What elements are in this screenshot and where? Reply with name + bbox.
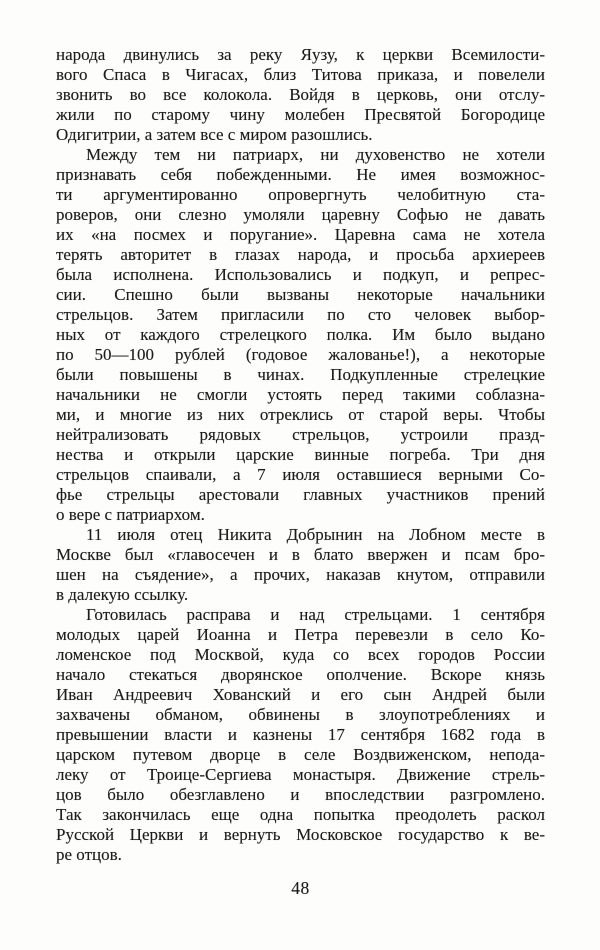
text-line: Москве был «главосечен и в блато ввержен и псам бро- [56, 545, 545, 564]
text-line: народа двинулись за реку Яузу, к церкви Всемилости- [56, 45, 545, 64]
text-line: признавать себя побежденными. Не имея возможнос- [56, 165, 545, 184]
paragraph [56, 145, 545, 525]
text-line: молодых царей Иоанна и Петра перевезли в село Ко- [56, 625, 545, 644]
text-line: леку от Троице-Сергиева монастыря. Движение стрель- [56, 765, 545, 784]
text-line: ре отцов. [56, 845, 122, 864]
text-line: стрельцов спаивали, а 7 июля оставшиеся верными Со- [56, 465, 545, 484]
text-line: их «на посмех и поругание». Царевна сама не хотела [56, 225, 545, 244]
text-line: терять авторитет в глазах народа, и просьба архиереев [56, 245, 545, 264]
text-line: шен на съядение», а прочих, наказав кнутом, отправили [56, 565, 545, 584]
text-line: Так закончилась еще одна попытка преодолеть раскол [56, 805, 545, 824]
text-line: о вере с патриархом. [56, 505, 205, 524]
text-line: царском путевом дворце в селе Воздвиженском, непода- [56, 745, 545, 764]
text-line: стрельцов. Затем пригласили по сто человек выбор- [56, 305, 545, 324]
text-line: превышении власти и казнены 17 сентября 1682 года в [56, 725, 545, 744]
text-line: ми, и многие из них отреклись от старой веры. Чтобы [56, 405, 545, 424]
text-line: звонить во все колокола. Войдя в церковь, они отслу- [56, 85, 545, 104]
text-line: начальники не смогли устоять перед такими соблазна- [56, 385, 545, 404]
text-line: Между тем ни патриарх, ни духовенство не хотели [86, 145, 545, 164]
text-line: фье стрельцы арестовали главных участников прений [56, 485, 545, 504]
text-line: жили по старому чину молебен Пресвятой Богородице [56, 105, 545, 124]
paragraph [56, 45, 545, 145]
text-line: в далекую ссылку. [56, 585, 189, 604]
text-line: Русской Церкви и вернуть Московское государство к ве- [56, 825, 545, 844]
paragraph [56, 525, 545, 605]
text-line: Иван Андреевич Хованский и его сын Андрей были [56, 685, 545, 704]
text-line: цов было обезглавлено и впоследствии разгромлено. [56, 785, 545, 804]
paragraph [56, 605, 545, 865]
text-line: захвачены обманом, обвинены в злоупотреблениях и [56, 705, 545, 724]
text-line: сии. Спешно были вызваны некоторые начальники [56, 285, 545, 304]
text-line: ных от каждого стрелецкого полка. Им было выдано [56, 325, 545, 344]
text-line: вого Спаса в Чигасах, близ Титова приказа, и повелели [56, 65, 545, 84]
text-line: роверов, они слезно умоляли царевну Софью не давать [56, 205, 545, 224]
text-column [56, 45, 545, 865]
text-line: были повышены в чинах. Подкупленные стрелецкие [56, 365, 545, 384]
page-number: 48 [291, 878, 310, 898]
text-line: ти аргументированно опровергнуть челобитную ста- [56, 185, 545, 204]
text-line: по 50—100 рублей (годовое жалованье!), а некоторые [56, 345, 545, 364]
text-line: была исполнена. Использовались и подкуп, и репрес- [56, 265, 545, 284]
text-line: ломенское под Москвой, куда со всех городов России [56, 645, 545, 664]
text-line: Готовилась расправа и над стрельцами. 1 сентября [86, 605, 545, 624]
text-line: нества и открыли царские винные погреба. Три дня [56, 445, 545, 464]
text-line: нейтрализовать рядовых стрельцов, устроили празд- [56, 425, 545, 444]
text-line: Одигитрии, а затем все с миром разошлись. [56, 125, 373, 144]
text-line: начало стекаться дворянское ополчение. Вскоре князь [56, 665, 545, 684]
text-line: 11 июля отец Никита Добрынин на Лобном месте в [86, 525, 545, 544]
